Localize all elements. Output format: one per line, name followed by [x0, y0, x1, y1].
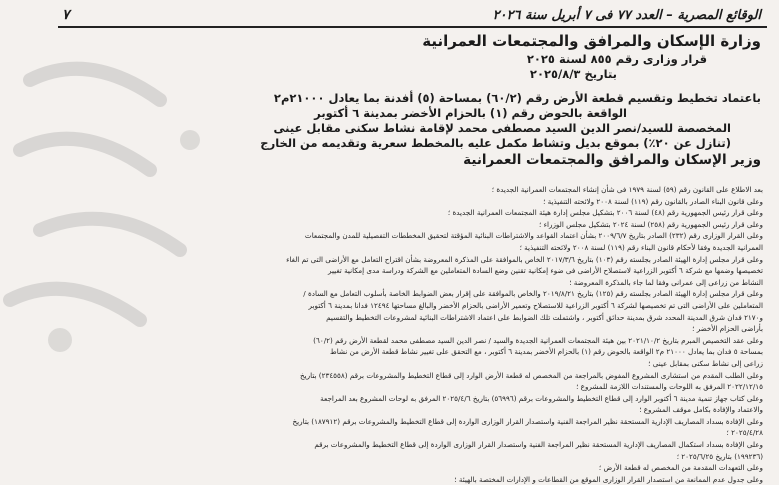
body-line: وعلى قرار رئيس الجمهورية رقم (٤٨) لسنة ٢٠٠٦ بتشكيل مجلس إدارة هيئة المجتمعات العمرانية الجديدة ؛ — [447, 208, 763, 218]
body-line: زراعى إلى نشاط سكنى بمقابل عينى ؛ — [648, 358, 763, 368]
page-header — [58, 4, 767, 28]
header-title: الوقائع المصرية – العدد ٧٧ فى ٧ أبريل سنة ٢٠٢٦ — [492, 7, 761, 23]
body-line: (١٩٩٢٣٦) بتاريخ ٢٠٢٥/٦/٢٥ ؛ — [676, 451, 763, 461]
body-line: بعد الاطلاع على القانون رقم (٥٩) لسنة ١٩٧٩ فى شأن إنشاء المجتمعات العمرانية الجديدة ؛ — [491, 185, 763, 194]
body-line: وعلى كتاب جهاز تنمية مدينة ٦ أكتوبر الوارد إلى قطاع التخطيط والمشروعات برقم (٥٦٩٩٦) بتاريخ ٢٠٢٥/٤/٦ المرفق به لوحات المشروع بعد المراجعة — [320, 393, 763, 403]
body-line: ٢٠٢٢/١٢/١٥ المرفق به اللوحات والمستندات اللازمة للمشروع ؛ — [576, 382, 763, 392]
ministry-name: وزارة الإسكان والمرافق والمجتمعات العمرانية — [422, 32, 761, 50]
body-line: والاعتماد والإفادة بكامل موقف المشروع ؛ — [639, 405, 763, 415]
decree-body — [63, 184, 763, 485]
body-line: تخصيصها وضمها مع شركة ٦ أكتوبر الزراعية لاستصلاح الأراضى فى ضوء إمكانية تقنين وضع السادة المتعاملين مع الشركة ودراسة مدى إمكانية تغيير — [328, 266, 763, 276]
body-line: بمساحة ٥ فدان بما يعادل ٢١٠٠٠ م٢ الواقعة بالحوض رقم (١) بالحزام الأخضر بمدينة ٦ أكتوبر ، مع التحقق على تغيير نشاط قطعة الأرض من نشاط — [330, 347, 763, 357]
body-line: وعلى جدول عدم الممانعة من استصدار القرار الوزارى الموقع من القطاعات و الإدارات المختصة بالهيئة ؛ — [454, 474, 763, 484]
body-line: وعلى قرار مجلس إدارة الهيئة الصادر بجلسته رقم (١٢٥) بتاريخ ٢٠١٩/٨/٢١ والخاص بالموافقة على إقرار بعض الضوابط الخاصة بأسلوب التعامل مع السادة / — [303, 289, 763, 299]
body-line: العمرانية الجديدة وفقا لأحكام قانون البناء رقم (١١٩) لسنة ٢٠٠٨ ولائحته التنفيذية ؛ — [519, 242, 763, 252]
body-line: وعلى التعهدات المقدمة من المخصص له قطعة الأرض ؛ — [598, 463, 763, 473]
page-number: ٧ — [62, 7, 70, 23]
minister-title: وزير الإسكان والمرافق والمجتمعات العمرانية — [463, 152, 761, 168]
gazette-page — [58, 0, 767, 484]
decree-subject-line: باعتماد تخطيط وتقسيم قطعة الأرض رقم (٦٠/٢) بمساحة (٥) أفدنة بما يعادل ٢١٠٠٠م٢ — [273, 91, 761, 105]
decree-title-block — [58, 30, 767, 168]
body-line: بأراضى الحزام الأخضر ؛ — [692, 324, 763, 334]
body-line: و٢١٧٠ فدان شرق المدينة المحدد شرق بمدينة حدائق أكتوبر ، واشتملت تلك الضوابط على اعتماد الاشتراطات البنائية لمشروعات التخطيط والتقسيم — [326, 312, 763, 322]
decree-date: بتاريخ ٢٠٢٥/٨/٣ — [529, 67, 617, 81]
decree-number: قرار وزارى رقم ٨٥٥ لسنة ٢٠٢٥ — [526, 52, 707, 66]
body-line: وعلى قرار رئيس الجمهورية رقم (٢٥٨) لسنة ٢٠٢٤ بتشكيل مجلس الوزراء ؛ — [539, 219, 763, 229]
body-line: وعلى الإفادة بسداد استكمال المصاريف الإدارية المستحقة نظير المراجعة الفنية واستصدار القرار الوزارى الواردة إلى قطاع التخطيط والمشروعات برقم — [314, 440, 763, 450]
body-line: وعلى الطلب المقدم من استشارى المشروع المفوض بالمراجعة من المخصص له قطعة الأرض الوارد إلى قطاع التخطيط والمشروعات برقم (٢٣٤٥٥٨) بتاريخ — [300, 370, 763, 380]
body-line: وعلى قانون البناء الصادر بالقانون رقم (١١٩) لسنة ٢٠٠٨ ولائحته التنفيذية ؛ — [543, 196, 763, 206]
body-line: وعلى الإفادة بسداد المصاريف الإدارية المستحقة نظير المراجعة الفنية واستصدار القرار الوزارى الواردة إلى قطاع التخطيط والمشروعات برقم (١٨٧٩١٢) بتاريخ — [292, 416, 763, 426]
body-line: وعلى القرار الوزارى رقم (٢٣٢) الصادر بتاريخ ٢٠٠٩/٦/٧ بشأن اعتماد القواعد والاشتراطات البنائية المؤقتة لتحقيق المخططات التفصيلية للمدن والمجتمعات — [304, 231, 763, 241]
body-line: النشاط من زراعى إلى عمرانى وفقا لما جاء بالمذكرة المعروضة ؛ — [569, 277, 763, 287]
decree-subject-line: المخصصة للسيد/نصر الدين السيد مصطفى محمد لإقامة نشاط سكنى مقابل عينى — [273, 121, 731, 135]
decree-subject-line: (تنازل عن ٢٠٪) بموقع بديل وتشاط مكمل عليه بالمخطط سعرية وتقديمه من الخارج — [260, 136, 731, 150]
body-line: وعلى عقد التخصيص المبرم بتاريخ ٢٠٢١/١٠/٢ بين هيئة المجتمعات العمرانية الجديدة والسيد / نصر الدين السيد مصطفى محمد لقطعة الأرض رقم (٦٠/٢) — [313, 335, 763, 345]
decree-subject-line: الواقعة بالحوض رقم (١) بالحزام الأخضر بمدينة ٦ أكتوبر — [314, 106, 627, 120]
body-line: المتعاملين على الأراضى التى تم تخصيصها لشركة ٦ أكتوبر الزراعية للاستصلاح وتعمير الأراضى بالحزام الأخضر والبالغ مساحتها ١٢٤٩٤ فدانا بمدينة ٦ أكتوبر — [308, 300, 763, 310]
body-line: وعلى قرار مجلس إدارة الهيئة الصادر بجلسته رقم (١٠٣) بتاريخ ٢٠١٧/٣/٦ الخاص بالموافقة على المذكرة المعروضة بشأن اقتراح التعامل مع الأراضى التى تم الغاء — [286, 254, 763, 264]
body-line: ٢٠٢٥/٤/٢٨ ؛ — [726, 428, 763, 438]
